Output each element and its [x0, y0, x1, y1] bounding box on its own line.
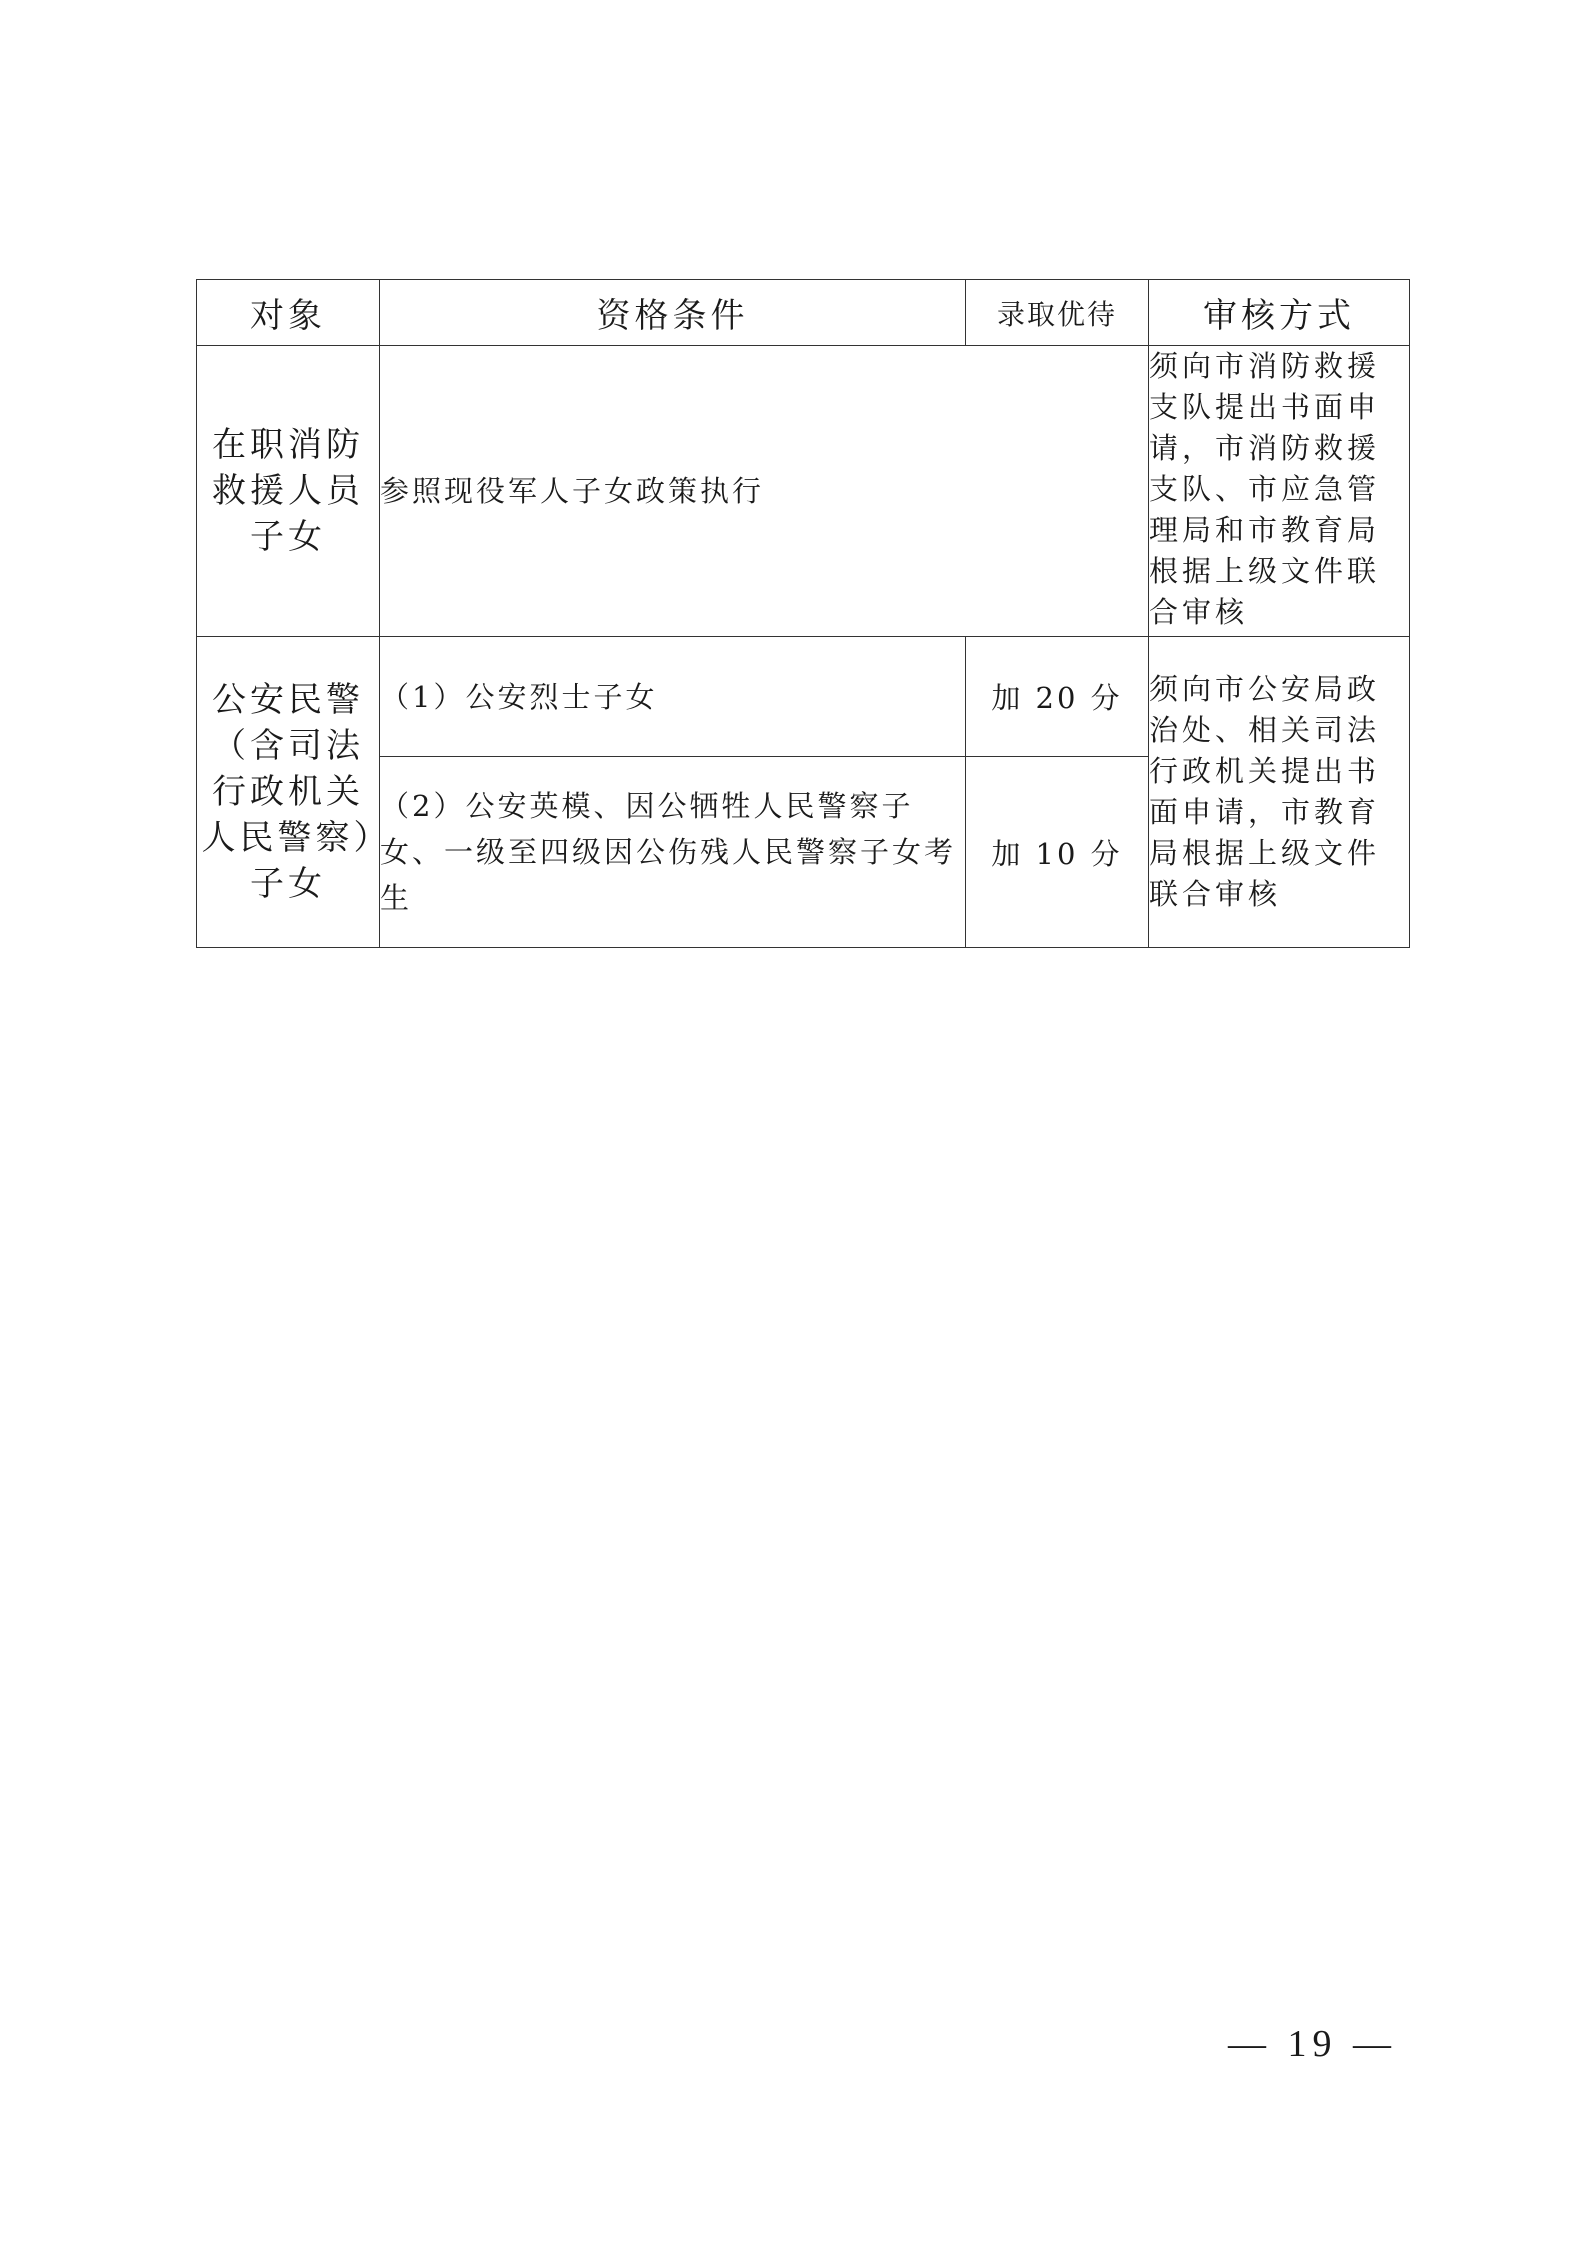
- header-target: 对象: [197, 280, 380, 346]
- table-header-row: [197, 280, 1410, 346]
- header-bonus: 录取优待: [966, 280, 1149, 346]
- header-review: 审核方式: [1149, 280, 1410, 346]
- table-row: [197, 637, 1410, 757]
- condition-cell: 参照现役军人子女政策执行: [380, 346, 1149, 637]
- eligibility-table: [196, 279, 1410, 948]
- condition-cell: （1）公安烈士子女: [380, 637, 966, 757]
- review-cell: 须向市公安局政治处、相关司法行政机关提出书面申请，市教育局根据上级文件联合审核: [1149, 637, 1410, 948]
- review-cell: 须向市消防救援支队提出书面申请，市消防救援支队、市应急管理局和市教育局根据上级文件联合审核: [1149, 346, 1410, 637]
- table-row: [197, 346, 1410, 637]
- bonus-cell: 加 20 分: [966, 637, 1149, 757]
- header-condition: 资格条件: [380, 280, 966, 346]
- target-cell: 公安民警（含司法行政机关人民警察）子女: [197, 637, 380, 948]
- bonus-cell: 加 10 分: [966, 757, 1149, 948]
- target-cell: 在职消防救援人员子女: [197, 346, 380, 637]
- condition-cell: （2）公安英模、因公牺牲人民警察子女、一级至四级因公伤残人民警察子女考生: [380, 757, 966, 948]
- page-number: — 19 —: [1228, 2023, 1397, 2065]
